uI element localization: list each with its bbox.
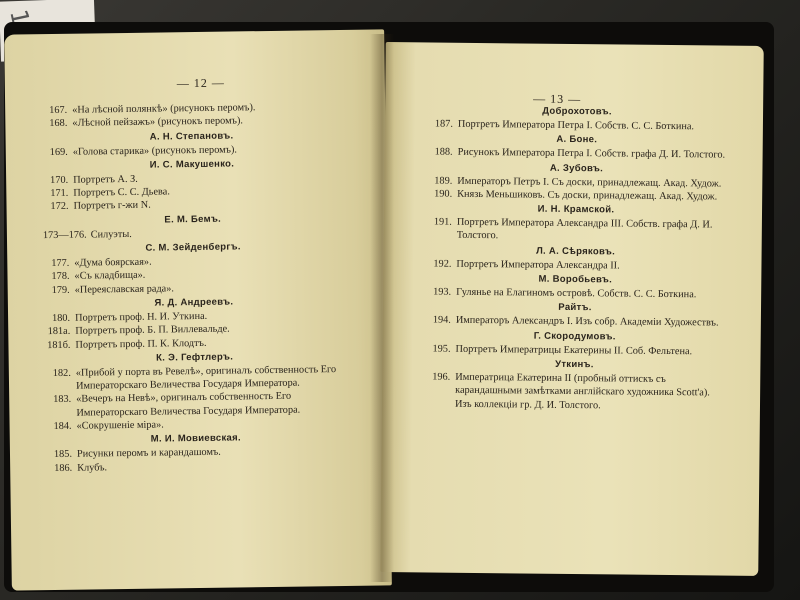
entry-number: 179. [51,284,70,296]
right-page-entries [424,102,727,413]
entry-text: Императоръ Петръ I. Съ доски, принадлежащ. Акад. Худож. [457,175,722,190]
entry-number: 184. [53,420,72,433]
entry-text: Портретъ г-жи N. [73,200,151,213]
entry-text: Портретъ Императора Петра I. Собств. С. С. Боткина. [457,118,695,133]
entry-text: Рисунки перомъ и карандашомъ. [76,447,221,461]
entry-number: 181б. [47,339,71,351]
entry-text: Гулянье на Елагиномъ островѣ. Собств. С. С. Боткина. [456,286,697,301]
entry-number: 194. [432,314,451,327]
entry-number: 196. [432,371,451,383]
entry-number: 187. [434,118,453,130]
entry-text: Портретъ Императрицы Екатерины II. Соб. Фельтена. [455,343,693,357]
entry-number: 167. [49,104,68,117]
artist-heading: И. С. Макушенко. [149,158,235,171]
entry-number: 168. [49,118,68,130]
entry-number: 181а. [47,326,71,338]
entry-number: 169. [49,146,68,158]
entry-text: «Лѣсной пейзажъ» (рисунокъ перомъ). [72,115,244,130]
artist-heading: М. Воробьевъ. [538,273,613,286]
entry-number: 192. [433,258,452,270]
entry-number: 170. [50,174,69,186]
entry-text: «Дума боярская». [74,256,152,269]
artist-heading: Доброхотовъ. [542,105,612,118]
entry-text: «На лѣсной полянкѣ» (рисунокъ перомъ). [72,102,256,116]
entry-text: Портретъ Императора Александра III. Собств. графа Д. И. Толстого. [456,216,713,242]
catalog-entry [46,458,346,475]
entry-number: 185. [53,449,73,461]
artist-heading: Е. М. Бемъ. [164,213,222,226]
artist-heading: А. Зубовъ. [549,162,604,174]
page-number-right: — 13 — [533,91,582,107]
artist-heading: И. Н. Крамской. [537,203,615,216]
catalog-entry [45,363,345,394]
entry-number: 177. [51,257,70,270]
entry-text: Портретъ проф. Н. И. Уткина. [75,310,208,324]
entry-number: 180. [51,312,71,325]
artist-heading: А. Н. Степановъ. [149,130,234,143]
entry-number: 195. [432,343,451,355]
entry-number: 182. [52,367,71,379]
page-number-left: — 12 — [176,75,225,91]
entry-number: 193. [433,286,452,298]
entry-text: Портретъ проф. П. К. Клодтъ. [75,337,207,351]
catalog-entry [426,216,726,246]
entry-number: 178. [51,271,70,283]
entry-number: 188. [434,146,453,159]
book-gutter [370,34,394,582]
entry-number: 183. [53,394,72,406]
entry-text: Рисунокъ Императора Петра I. Собств. графа Д. И. Толстого. [457,147,726,161]
entry-number: 191. [433,216,452,228]
right-page [380,42,764,576]
catalog-entry [424,370,724,413]
entry-text: Императрица Екатерина II (пробный оттискъ съ карандашными замѣтками англійскаго художника Scott'а). Изъ коллекціи гр. Д. И. Толстого. [454,371,710,411]
entry-number: 190. [434,188,453,200]
artist-heading: А. Боне. [556,134,598,146]
entry-text: «Голова старика» (рисунокъ перомъ). [72,144,238,158]
entry-text: Князь Меньшиковъ. Съ доски, принадлежащ. Акад. Худож. [457,188,718,203]
entry-text: Императоръ Александръ I. Изъ собр. Академіи Художествъ. [455,315,719,329]
entry-text: Клубъ. [77,461,108,474]
entry-text: «Сокрушеніе міра». [76,419,164,432]
entry-number: 189. [434,175,453,187]
artist-heading: М. И. Мовиевская. [150,432,241,446]
entry-text: Портретъ А. З. [73,173,138,186]
artist-heading: С. М. Зейденбергъ. [145,241,241,254]
entry-text: Портретъ С. С. Дьева. [73,186,170,199]
entry-text: Портретъ Императора Александра II. [456,258,620,272]
entry-text: Силуэты. [90,228,132,241]
entry-number: 171. [50,187,69,200]
artist-heading: Я. Д. Андреевъ. [154,296,234,309]
entry-text: Портретъ проф. Б. П. Виллевальде. [75,323,230,337]
artist-heading: К. Э. Гефтлеръ. [156,351,234,364]
entry-text: «Съ кладбища». [74,270,146,283]
entry-text: «Вечеръ на Невѣ», оригиналъ собственность Его Императорскаго Величества Государя Императора. [76,391,301,419]
entry-number: 173—176. [42,229,87,241]
entry-number: 172. [50,201,69,213]
catalog-entry [45,389,345,420]
entry-text: «Переяславская рада». [74,283,175,296]
left-page-entries [41,100,346,475]
entry-text: «Прибой у порта въ Ревелѣ», оригиналъ собственность Его Императорскаго Величества Государя Императора. [75,363,337,392]
artist-heading: Л. А. Сѣряковъ. [536,245,616,258]
entry-number: 186. [54,462,73,474]
artist-heading: Райтъ. [558,302,592,314]
artist-heading: Уткинъ. [555,358,594,371]
artist-heading: Г. Скородумовъ. [533,330,616,343]
left-page [4,29,392,590]
